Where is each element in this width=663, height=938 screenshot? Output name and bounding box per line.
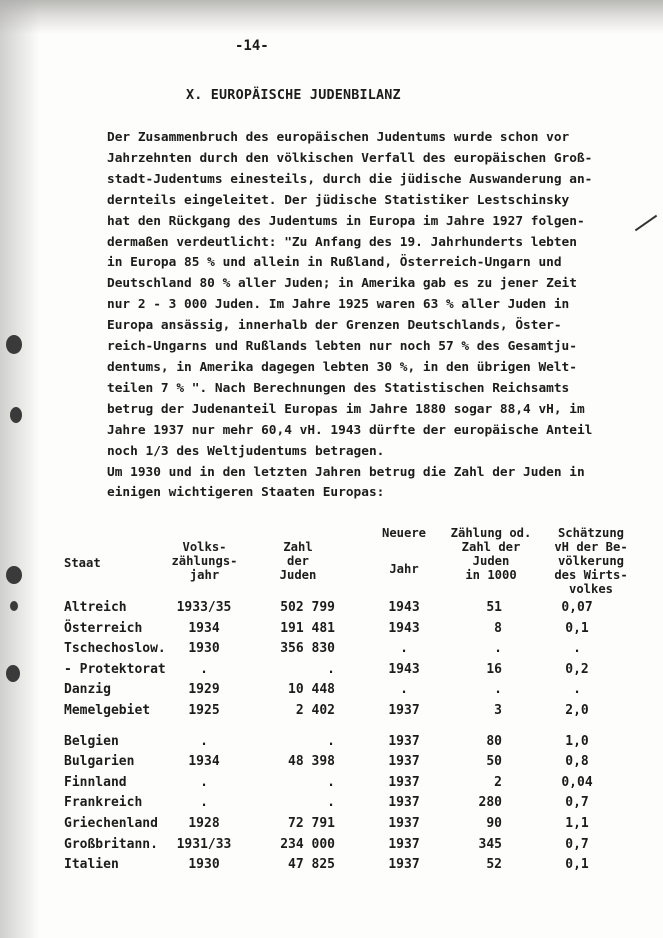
cell-juden: 3 xyxy=(494,703,502,718)
cell-juden: . xyxy=(494,682,502,698)
cell-zahl: 48 398 xyxy=(288,754,335,770)
cell-neuere: 1937 xyxy=(388,795,420,811)
cell-volks: 1928 xyxy=(188,816,220,831)
column-header-census-year: Volks- zählungs- jahr xyxy=(171,540,238,582)
cell-volks: 1930 xyxy=(188,641,220,657)
text-line: reich-Ungarns und Rußlands lebten nur noch 57 % des Gesamtju- xyxy=(107,339,577,355)
cell-staat: Griechenland xyxy=(64,816,158,831)
cell-staat: Memelgebiet xyxy=(64,703,151,718)
cell-volks: 1929 xyxy=(188,682,220,698)
cell-vh: 0,2 xyxy=(565,661,589,677)
cell-staat: Danzig xyxy=(64,682,111,698)
table-row xyxy=(0,662,663,682)
text-line: dentums, in Amerika dagegen lebten 30 %, in den übrigen Welt- xyxy=(107,359,577,375)
cell-zahl: 10 448 xyxy=(288,682,335,698)
intro-line: Um 1930 und in den letzten Jahren betrug die Zahl der Juden in xyxy=(107,464,585,480)
table-row xyxy=(0,857,663,877)
cell-zahl: . xyxy=(327,795,335,811)
cell-neuere: 1937 xyxy=(388,857,420,873)
section-heading: X. EUROPÄISCHE JUDENBILANZ xyxy=(186,88,401,103)
cell-juden: 80 xyxy=(486,733,502,749)
text-line: Der Zusammenbruch des europäischen Judentums wurde schon vor xyxy=(107,130,570,145)
cell-zahl: 191 481 xyxy=(280,620,335,636)
cell-volks: . xyxy=(200,661,208,677)
cell-volks: 1934 xyxy=(188,754,220,770)
cell-neuere: . xyxy=(400,682,408,698)
cell-vh: 1,1 xyxy=(565,816,589,831)
scan-shadow-top xyxy=(0,0,663,34)
cell-vh: 0,7 xyxy=(565,836,589,852)
cell-neuere: 1937 xyxy=(388,816,420,831)
text-line: dermaßen verdeutlicht: "Zu Anfang des 19. Jahrhunderts lebten xyxy=(107,234,577,250)
cell-zahl: 2 402 xyxy=(295,703,335,718)
text-line: Europa ansässig, innerhalb der Grenzen Deutschlands, Öster- xyxy=(107,318,562,334)
cell-staat: Tschechoslow. xyxy=(64,641,166,657)
cell-juden: . xyxy=(494,641,502,657)
cell-neuere: . xyxy=(400,641,408,657)
cell-volks: 1934 xyxy=(188,620,220,636)
cell-vh: . xyxy=(573,682,581,698)
cell-staat: Bulgarien xyxy=(64,754,135,770)
cell-juden: 90 xyxy=(486,816,502,831)
cell-staat: Italien xyxy=(64,857,119,873)
cell-staat: Altreich xyxy=(64,600,127,615)
cell-neuere: 1943 xyxy=(388,661,420,677)
cell-vh: 0,1 xyxy=(565,620,589,636)
text-line: betrug der Judenanteil Europas im Jahre 1880 sogar 88,4 vH, im xyxy=(107,401,585,417)
column-header-year: Jahr xyxy=(389,562,419,576)
cell-vh: 1,0 xyxy=(565,733,589,749)
cell-volks: 1931/33 xyxy=(176,836,232,852)
text-line: dernteils eingeleitet. Der jüdische Statistiker Lestschinsky xyxy=(107,192,570,208)
cell-zahl: 72 791 xyxy=(288,816,335,831)
cell-vh: 0,04 xyxy=(561,774,593,790)
page-number: -14- xyxy=(235,38,269,54)
cell-neuere: 1937 xyxy=(388,754,420,770)
table-row xyxy=(0,837,663,857)
cell-zahl: . xyxy=(327,661,335,677)
column-header-recent: Neuere xyxy=(381,526,427,540)
table-row xyxy=(0,816,663,836)
column-header-staat: Staat xyxy=(64,556,101,570)
text-line: Jahrzehnten durch den völkischen Verfall des europäischen Groß- xyxy=(107,150,593,166)
cell-staat: Großbritann. xyxy=(64,836,158,852)
cell-neuere: 1937 xyxy=(388,774,420,790)
table-row xyxy=(0,775,663,795)
cell-juden: 280 xyxy=(478,795,502,811)
text-line: Jahre 1937 nur mehr 60,4 vH. 1943 dürfte der europäische Anteil xyxy=(107,422,593,438)
cell-juden: 50 xyxy=(486,754,502,770)
cell-zahl: 47 825 xyxy=(288,857,335,873)
intro-line: einigen wichtigeren Staaten Europas: xyxy=(107,485,385,501)
cell-staat: - Protektorat xyxy=(64,661,166,677)
text-line: nur 2 - 3 000 Juden. Im Jahre 1925 waren 63 % aller Juden in xyxy=(107,297,570,313)
text-line: noch 1/3 des Weltjudentums betragen. xyxy=(107,443,385,459)
text-line: in Europa 85 % und allein in Rußland, Österreich-Ungarn und xyxy=(107,255,562,271)
table-row xyxy=(0,600,663,620)
cell-juden: 2 xyxy=(494,774,502,790)
table-row xyxy=(0,621,663,641)
punch-hole xyxy=(10,407,22,423)
body-text xyxy=(107,128,637,504)
cell-staat: Belgien xyxy=(64,733,119,749)
table-row xyxy=(0,641,663,661)
cell-zahl: . xyxy=(327,733,335,749)
cell-neuere: 1943 xyxy=(388,600,420,615)
cell-juden: 16 xyxy=(486,661,502,677)
cell-juden: 345 xyxy=(478,836,502,852)
text-line: stadt-Judentums einesteils, durch die jüdische Auswanderung an- xyxy=(107,171,593,187)
cell-zahl: 502 799 xyxy=(280,600,335,615)
table-row xyxy=(0,734,663,754)
cell-volks: 1930 xyxy=(188,857,220,873)
cell-zahl: 234 000 xyxy=(280,836,335,852)
column-header-count-in-1000: Zählung od. Zahl der Juden in 1000 xyxy=(450,526,532,582)
table-row xyxy=(0,754,663,774)
text-line: hat den Rückgang des Judentums in Europa im Jahre 1927 folgen- xyxy=(107,213,585,229)
cell-vh: . xyxy=(573,641,581,657)
text-line: Deutschland 80 % aller Juden; in Amerika gab es zu jener Zeit xyxy=(107,276,577,292)
cell-juden: 8 xyxy=(494,620,502,636)
cell-neuere: 1937 xyxy=(388,836,420,852)
table-row xyxy=(0,703,663,723)
cell-vh: 0,1 xyxy=(565,857,589,873)
punch-hole xyxy=(6,566,22,584)
cell-neuere: 1937 xyxy=(388,703,420,718)
cell-staat: Finnland xyxy=(64,774,127,790)
cell-vh: 2,0 xyxy=(565,703,589,718)
column-header-number-of-jews: Zahl der Juden xyxy=(279,540,317,582)
cell-staat: Frankreich xyxy=(64,795,143,811)
cell-zahl: . xyxy=(327,774,335,790)
cell-vh: 0,7 xyxy=(565,795,589,811)
table-row xyxy=(0,682,663,702)
cell-volks: 1933/35 xyxy=(176,600,232,615)
cell-vh: 0,8 xyxy=(565,754,589,770)
cell-zahl: 356 830 xyxy=(280,641,335,657)
cell-juden: 51 xyxy=(486,600,502,615)
cell-volks: 1925 xyxy=(188,703,220,718)
margin-pen-mark xyxy=(635,215,657,232)
cell-volks: . xyxy=(200,795,208,811)
cell-neuere: 1943 xyxy=(388,620,420,636)
cell-staat: Österreich xyxy=(64,620,143,636)
cell-volks: . xyxy=(200,733,208,749)
table-row xyxy=(0,795,663,815)
punch-hole xyxy=(6,335,22,354)
text-line: teilen 7 % ". Nach Berechnungen des Statistischen Reichsamts xyxy=(107,380,570,396)
cell-vh: 0,07 xyxy=(561,600,593,615)
column-header-estimate-percent: Schätzung vH der Be- völkerung des Wirts- volkes xyxy=(554,526,628,596)
cell-volks: . xyxy=(200,774,208,790)
cell-juden: 52 xyxy=(486,857,502,873)
cell-neuere: 1937 xyxy=(388,733,420,749)
